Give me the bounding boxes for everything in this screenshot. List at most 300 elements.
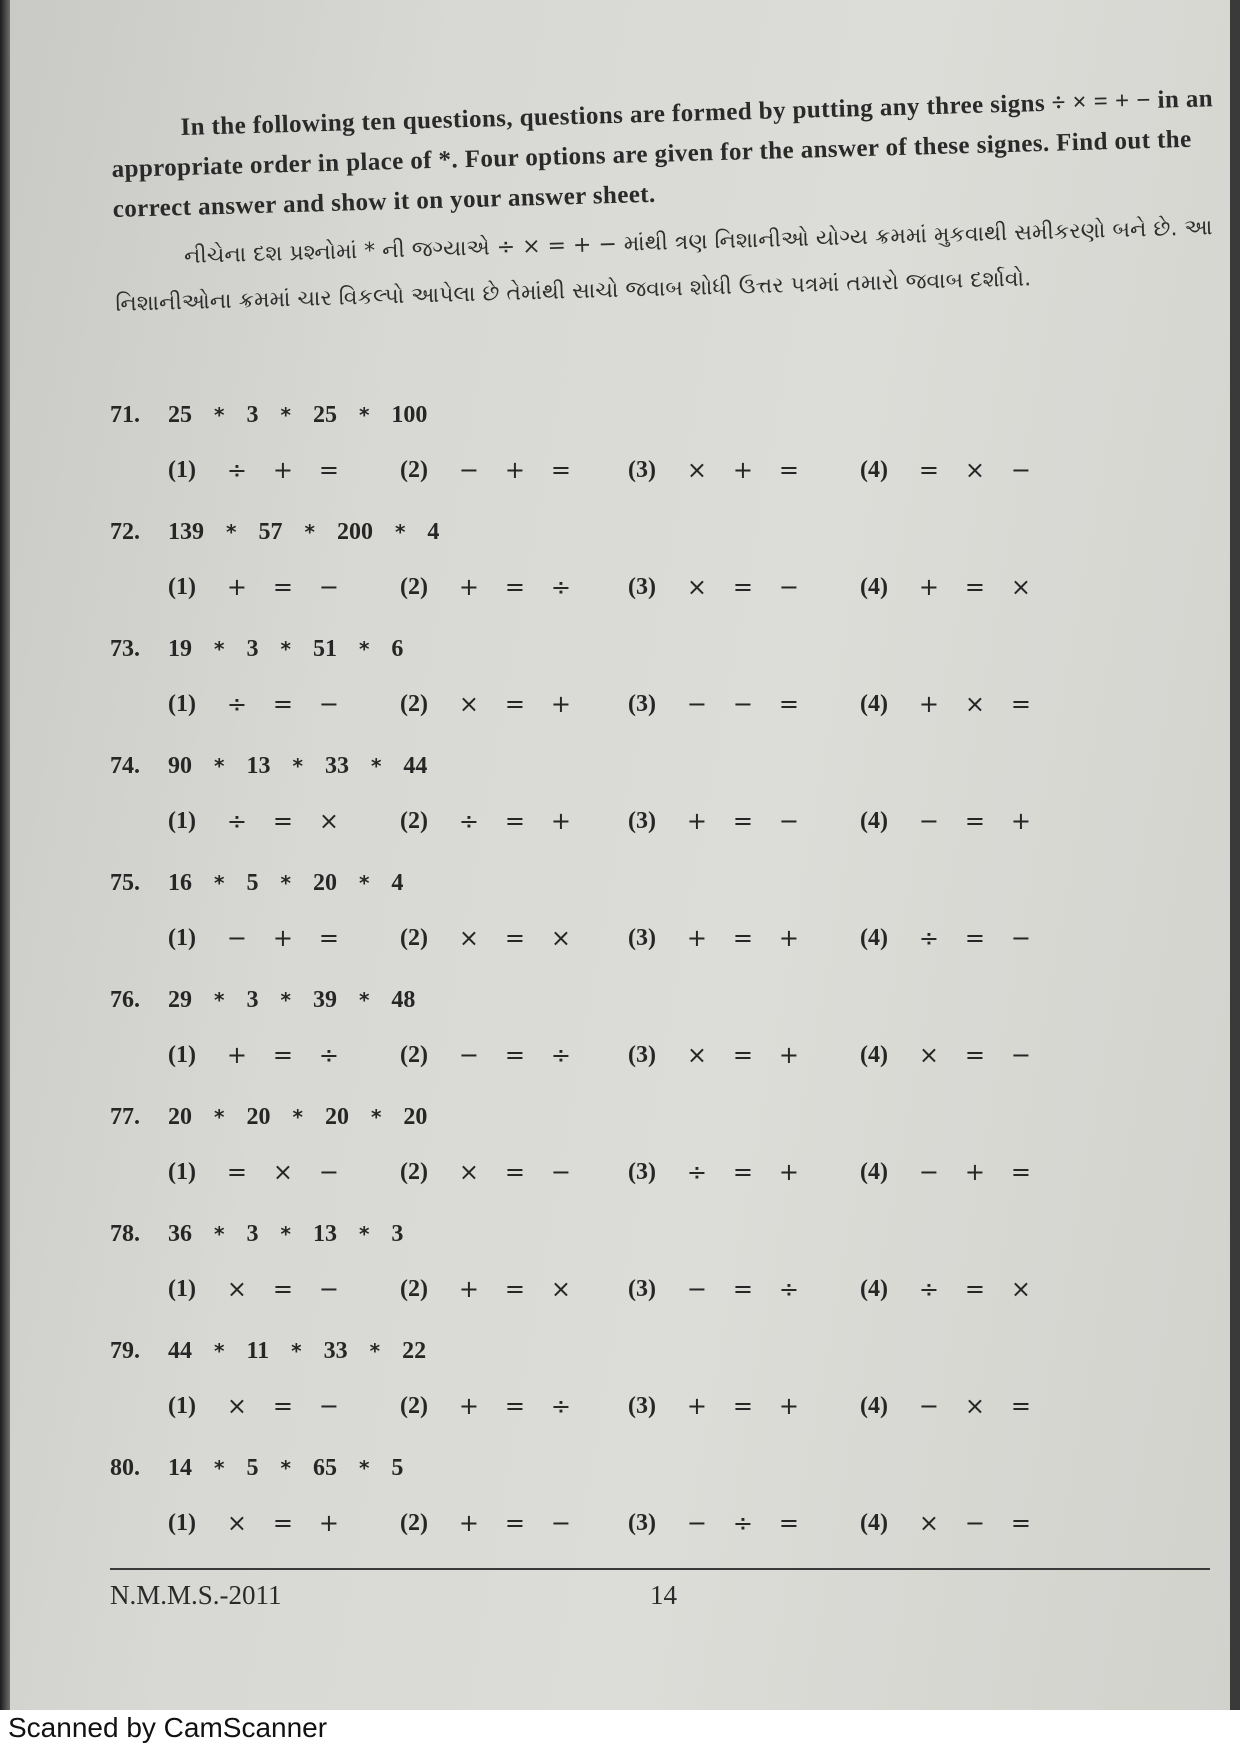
operator-sign: =	[732, 1041, 754, 1069]
placeholder-star: *	[304, 520, 315, 544]
operator-sign: =	[504, 1392, 526, 1420]
operator-sign: +	[778, 924, 800, 952]
expression-number: 44	[403, 752, 428, 779]
question-item	[110, 863, 1210, 980]
expression-number: 13	[312, 1220, 337, 1247]
option-label: (3)	[628, 1509, 656, 1536]
operator-sign: =	[964, 924, 986, 952]
operator-sign: =	[732, 1392, 754, 1420]
operator-sign: +	[458, 1275, 480, 1303]
operator-sign: =	[504, 573, 526, 601]
operator-sign: +	[964, 1158, 986, 1186]
option-label: (4)	[860, 924, 888, 951]
operator-sign: =	[1010, 1392, 1032, 1420]
question-number: 77.	[110, 1103, 140, 1130]
operator-sign: =	[550, 456, 572, 484]
operator-sign: −	[778, 807, 800, 835]
operator-sign: +	[918, 573, 940, 601]
operator-sign: ÷	[550, 573, 572, 601]
expression-number: 5	[246, 1454, 259, 1481]
expression-number: 25	[168, 401, 192, 428]
expression-number: 20	[403, 1103, 428, 1130]
operator-sign: −	[458, 1041, 480, 1069]
option-label: (2)	[400, 1275, 428, 1302]
answer-options	[168, 1035, 1208, 1075]
placeholder-star: *	[214, 754, 225, 778]
question-expression	[110, 1448, 425, 1488]
operator-sign: ×	[964, 1392, 986, 1420]
operator-sign: +	[226, 573, 248, 601]
expression-number: 48	[391, 986, 416, 1013]
operator-sign: =	[732, 573, 754, 601]
option-label: (4)	[860, 1275, 888, 1302]
answer-option[interactable]	[628, 450, 812, 490]
operator-sign: +	[686, 1392, 708, 1420]
answer-option[interactable]	[628, 1503, 812, 1543]
option-label: (4)	[860, 456, 888, 483]
operator-sign: +	[686, 807, 708, 835]
answer-options	[168, 1503, 1208, 1543]
question-item	[110, 512, 1210, 629]
instructions-gujarati: નીચેના દશ પ્રશ્નોમાં * ની જગ્યાએ ÷ × = + − માંથી ત્રણ નિશાનીઓ યોગ્ય ક્રમમાં મુકવાથી સમીકરણો બને છે. આ નિશાનીઓના ક્રમમાં ચાર વિકલ્પો આપેલા છે તેમાંથી સાચો જવાબ શોધી ઉત્તર પત્રમાં તમારો જવાબ દર્શાવો.	[115, 215, 1213, 317]
operator-sign: =	[964, 573, 986, 601]
operator-sign: +	[458, 1392, 480, 1420]
placeholder-star: *	[214, 988, 225, 1012]
operator-sign: +	[318, 1509, 340, 1537]
answer-option[interactable]	[400, 918, 584, 958]
answer-option[interactable]	[400, 801, 584, 841]
placeholder-star: *	[280, 1456, 291, 1480]
placeholder-star: *	[214, 1456, 225, 1480]
exam-page	[10, 0, 1230, 1710]
operator-sign: −	[550, 1509, 572, 1537]
operator-sign: ×	[686, 573, 708, 601]
expression-number: 100	[391, 401, 428, 428]
option-label: (3)	[628, 1158, 656, 1185]
operator-sign: =	[778, 690, 800, 718]
answer-options	[168, 684, 1208, 724]
expression-number: 5	[246, 869, 259, 896]
operator-sign: ÷	[778, 1275, 800, 1303]
question-item	[110, 1448, 1210, 1565]
operator-sign: =	[504, 690, 526, 718]
expression-number: 19	[168, 635, 192, 662]
question-expression	[110, 512, 461, 552]
operator-sign: +	[458, 1509, 480, 1537]
operator-sign: −	[778, 573, 800, 601]
operator-sign: −	[550, 1158, 572, 1186]
answer-options	[168, 567, 1208, 607]
answer-options	[168, 1152, 1208, 1192]
placeholder-star: *	[280, 637, 291, 661]
option-label: (1)	[168, 1275, 196, 1302]
option-label: (2)	[400, 573, 428, 600]
expression-number: 36	[168, 1220, 192, 1247]
operator-sign: =	[778, 1509, 800, 1537]
operator-sign: +	[778, 1158, 800, 1186]
answer-option[interactable]	[860, 684, 1044, 724]
operator-sign: =	[918, 456, 940, 484]
placeholder-star: *	[214, 637, 225, 661]
operator-sign: ×	[1010, 1275, 1032, 1303]
operator-sign: =	[272, 807, 294, 835]
option-label: (1)	[168, 456, 196, 483]
answer-option[interactable]	[168, 1269, 352, 1309]
placeholder-star: *	[394, 520, 406, 544]
option-label: (4)	[860, 1158, 888, 1185]
answer-option[interactable]	[860, 1152, 1044, 1192]
answer-option[interactable]	[168, 1386, 352, 1426]
operator-sign: −	[318, 690, 340, 718]
operator-sign: −	[1010, 1041, 1032, 1069]
answer-option[interactable]	[860, 918, 1044, 958]
answer-option[interactable]	[860, 1386, 1044, 1426]
placeholder-star: *	[358, 1222, 370, 1246]
expression-number: 39	[312, 986, 337, 1013]
option-label: (4)	[860, 690, 888, 717]
scanner-watermark: Scanned by CamScanner	[8, 1712, 328, 1743]
operator-sign: =	[272, 1041, 294, 1069]
operator-sign: =	[504, 1509, 526, 1537]
operator-sign: +	[778, 1041, 800, 1069]
question-number: 79.	[110, 1337, 140, 1364]
option-label: (1)	[168, 924, 196, 951]
option-label: (2)	[400, 807, 428, 834]
instructions-english: In the following ten questions, questions are formed by putting any three signs ÷ × = + − in an appropriate order in place of *. Four options are given for the answer of these signes. Find out the correct answer and show it on your answer sheet.	[111, 85, 1214, 223]
placeholder-star: *	[280, 988, 291, 1012]
answer-option[interactable]	[860, 450, 1044, 490]
answer-options	[168, 1269, 1208, 1309]
option-label: (2)	[400, 1509, 428, 1536]
operator-sign: =	[1010, 1509, 1032, 1537]
operator-sign: ×	[918, 1509, 940, 1537]
operator-sign: =	[504, 924, 526, 952]
option-label: (4)	[860, 807, 888, 834]
operator-sign: =	[504, 1041, 526, 1069]
option-label: (2)	[400, 924, 428, 951]
answer-option[interactable]	[860, 1503, 1044, 1543]
operator-sign: ×	[918, 1041, 940, 1069]
operator-sign: +	[732, 456, 754, 484]
placeholder-star: *	[214, 1339, 225, 1363]
question-number: 75.	[110, 869, 140, 896]
option-label: (4)	[860, 573, 888, 600]
footer-exam-name: N.M.M.S.-2011	[110, 1580, 282, 1610]
placeholder-star: *	[214, 871, 225, 895]
operator-sign: =	[732, 924, 754, 952]
operator-sign: ×	[550, 1275, 572, 1303]
answer-option[interactable]	[628, 567, 812, 607]
answer-options	[168, 450, 1208, 490]
option-label: (4)	[860, 1509, 888, 1536]
operator-sign: =	[504, 1275, 526, 1303]
operator-sign: ×	[272, 1158, 294, 1186]
operator-sign: −	[918, 1158, 940, 1186]
operator-sign: =	[272, 573, 294, 601]
placeholder-star: *	[369, 1339, 381, 1363]
operator-sign: =	[964, 1041, 986, 1069]
instructions-block	[110, 79, 1226, 328]
option-label: (2)	[400, 1392, 428, 1419]
answer-option[interactable]	[168, 450, 352, 490]
expression-number: 20	[168, 1103, 192, 1130]
placeholder-star: *	[291, 1339, 302, 1363]
question-expression	[110, 395, 449, 435]
expression-number: 13	[246, 752, 271, 779]
expression-number: 6	[391, 635, 404, 662]
question-item	[110, 980, 1210, 1097]
operator-sign: ×	[318, 807, 340, 835]
operator-sign: ÷	[550, 1392, 572, 1420]
answer-option[interactable]	[628, 918, 812, 958]
answer-option[interactable]	[400, 1152, 584, 1192]
option-label: (1)	[168, 690, 196, 717]
page-number: 14	[650, 1580, 677, 1610]
operator-sign: ×	[686, 456, 708, 484]
answer-option[interactable]	[168, 1503, 352, 1543]
operator-sign: +	[272, 924, 294, 952]
answer-option[interactable]	[628, 684, 812, 724]
operator-sign: ×	[226, 1392, 248, 1420]
placeholder-star: *	[358, 1456, 370, 1480]
expression-number: 200	[336, 518, 373, 545]
operator-sign: −	[458, 456, 480, 484]
operator-sign: −	[686, 1275, 708, 1303]
answer-option[interactable]	[860, 1269, 1044, 1309]
question-expression	[110, 980, 437, 1020]
expression-number: 4	[427, 518, 440, 545]
operator-sign: =	[1010, 1158, 1032, 1186]
operator-sign: +	[458, 573, 480, 601]
answer-option[interactable]	[168, 801, 352, 841]
option-label: (1)	[168, 1509, 196, 1536]
question-item	[110, 746, 1210, 863]
expression-number: 5	[391, 1454, 404, 1481]
answer-option[interactable]	[400, 684, 584, 724]
operator-sign: =	[272, 1275, 294, 1303]
answer-option[interactable]	[400, 1269, 584, 1309]
answer-option[interactable]	[400, 450, 584, 490]
operator-sign: +	[778, 1392, 800, 1420]
placeholder-star: *	[358, 637, 370, 661]
option-label: (2)	[400, 1041, 428, 1068]
option-label: (1)	[168, 807, 196, 834]
operator-sign: ÷	[550, 1041, 572, 1069]
answer-option[interactable]	[628, 1152, 812, 1192]
option-label: (2)	[400, 456, 428, 483]
expression-number: 51	[312, 635, 337, 662]
placeholder-star: *	[226, 520, 237, 544]
expression-number: 4	[391, 869, 404, 896]
answer-option[interactable]	[628, 1035, 812, 1075]
operator-sign: −	[964, 1509, 986, 1537]
operator-sign: ×	[964, 456, 986, 484]
answer-option[interactable]	[628, 1386, 812, 1426]
expression-number: 11	[246, 1337, 270, 1364]
answer-option[interactable]	[168, 1035, 352, 1075]
operator-sign: +	[504, 456, 526, 484]
placeholder-star: *	[358, 403, 370, 427]
placeholder-star: *	[358, 871, 370, 895]
answer-option[interactable]	[860, 567, 1044, 607]
option-label: (3)	[628, 1392, 656, 1419]
operator-sign: −	[686, 690, 708, 718]
question-list	[110, 395, 1210, 1565]
operator-sign: +	[272, 456, 294, 484]
option-label: (4)	[860, 1392, 888, 1419]
expression-number: 3	[246, 1220, 259, 1247]
operator-sign: +	[686, 924, 708, 952]
operator-sign: ÷	[226, 456, 248, 484]
operator-sign: +	[550, 690, 572, 718]
placeholder-star: *	[280, 403, 291, 427]
placeholder-star: *	[370, 1105, 382, 1129]
expression-number: 3	[246, 635, 259, 662]
operator-sign: ×	[458, 924, 480, 952]
placeholder-star: *	[292, 754, 303, 778]
operator-sign: −	[918, 807, 940, 835]
question-number: 72.	[110, 518, 140, 545]
expression-number: 16	[168, 869, 192, 896]
question-item	[110, 1331, 1210, 1448]
operator-sign: ×	[226, 1509, 248, 1537]
operator-sign: ×	[686, 1041, 708, 1069]
operator-sign: ×	[1010, 573, 1032, 601]
operator-sign: =	[504, 1158, 526, 1186]
answer-option[interactable]	[400, 1386, 584, 1426]
placeholder-star: *	[292, 1105, 303, 1129]
question-number: 80.	[110, 1454, 140, 1481]
expression-number: 22	[402, 1337, 427, 1364]
question-number: 71.	[110, 401, 140, 428]
operator-sign: ×	[550, 924, 572, 952]
expression-number: 90	[168, 752, 192, 779]
operator-sign: −	[918, 1392, 940, 1420]
answer-option[interactable]	[168, 684, 352, 724]
operator-sign: ×	[964, 690, 986, 718]
option-label: (1)	[168, 1392, 196, 1419]
option-label: (4)	[860, 1041, 888, 1068]
answer-option[interactable]	[628, 801, 812, 841]
answer-option[interactable]	[168, 918, 352, 958]
operator-sign: −	[318, 1275, 340, 1303]
answer-option[interactable]	[168, 567, 352, 607]
operator-sign: =	[318, 456, 340, 484]
operator-sign: =	[504, 807, 526, 835]
operator-sign: =	[272, 1392, 294, 1420]
operator-sign: −	[318, 573, 340, 601]
operator-sign: −	[1010, 456, 1032, 484]
expression-number: 33	[323, 1337, 348, 1364]
expression-number: 3	[246, 986, 259, 1013]
option-label: (1)	[168, 573, 196, 600]
footer-divider	[110, 1568, 1210, 1570]
option-label: (1)	[168, 1158, 196, 1185]
option-label: (3)	[628, 573, 656, 600]
question-expression	[110, 1214, 425, 1254]
operator-sign: ÷	[226, 807, 248, 835]
answer-option[interactable]	[400, 1503, 584, 1543]
operator-sign: −	[226, 924, 248, 952]
question-expression	[110, 629, 425, 669]
placeholder-star: *	[370, 754, 382, 778]
question-number: 73.	[110, 635, 140, 662]
expression-number: 14	[168, 1454, 192, 1481]
operator-sign: −	[318, 1158, 340, 1186]
option-label: (3)	[628, 456, 656, 483]
question-number: 76.	[110, 986, 140, 1013]
operator-sign: ÷	[226, 690, 248, 718]
placeholder-star: *	[280, 1222, 291, 1246]
operator-sign: ÷	[686, 1158, 708, 1186]
operator-sign: =	[226, 1158, 248, 1186]
operator-sign: −	[732, 690, 754, 718]
operator-sign: +	[918, 690, 940, 718]
placeholder-star: *	[280, 871, 291, 895]
operator-sign: ÷	[732, 1509, 754, 1537]
scan-edge-shadow	[0, 0, 10, 1755]
expression-number: 29	[168, 986, 192, 1013]
answer-option[interactable]	[628, 1269, 812, 1309]
option-label: (3)	[628, 807, 656, 834]
expression-number: 57	[258, 518, 283, 545]
operator-sign: +	[226, 1041, 248, 1069]
question-expression	[110, 746, 449, 786]
question-expression	[110, 1097, 449, 1137]
question-expression	[110, 863, 425, 903]
operator-sign: ×	[226, 1275, 248, 1303]
expression-number: 44	[168, 1337, 192, 1364]
expression-number: 25	[312, 401, 337, 428]
operator-sign: =	[272, 1509, 294, 1537]
operator-sign: =	[272, 690, 294, 718]
operator-sign: −	[318, 1392, 340, 1420]
operator-sign: ×	[458, 1158, 480, 1186]
answer-option[interactable]	[400, 1035, 584, 1075]
option-label: (3)	[628, 690, 656, 717]
question-number: 78.	[110, 1220, 140, 1247]
operator-sign: =	[732, 807, 754, 835]
operator-sign: =	[318, 924, 340, 952]
answer-option[interactable]	[400, 567, 584, 607]
operator-sign: =	[732, 1275, 754, 1303]
answer-option[interactable]	[860, 1035, 1044, 1075]
question-expression	[110, 1331, 448, 1371]
operator-sign: ÷	[458, 807, 480, 835]
option-label: (2)	[400, 1158, 428, 1185]
answer-option[interactable]	[860, 801, 1044, 841]
question-item	[110, 395, 1210, 512]
expression-number: 3	[391, 1220, 404, 1247]
option-label: (3)	[628, 1275, 656, 1302]
operator-sign: ÷	[318, 1041, 340, 1069]
placeholder-star: *	[358, 988, 370, 1012]
placeholder-star: *	[214, 1222, 225, 1246]
question-number: 74.	[110, 752, 140, 779]
expression-number: 33	[324, 752, 349, 779]
operator-sign: −	[1010, 924, 1032, 952]
operator-sign: +	[1010, 807, 1032, 835]
operator-sign: +	[550, 807, 572, 835]
operator-sign: ×	[458, 690, 480, 718]
option-label: (1)	[168, 1041, 196, 1068]
operator-sign: ÷	[918, 924, 940, 952]
operator-sign: =	[732, 1158, 754, 1186]
placeholder-star: *	[214, 403, 225, 427]
operator-sign: −	[686, 1509, 708, 1537]
answer-option[interactable]	[168, 1152, 352, 1192]
operator-sign: =	[1010, 690, 1032, 718]
